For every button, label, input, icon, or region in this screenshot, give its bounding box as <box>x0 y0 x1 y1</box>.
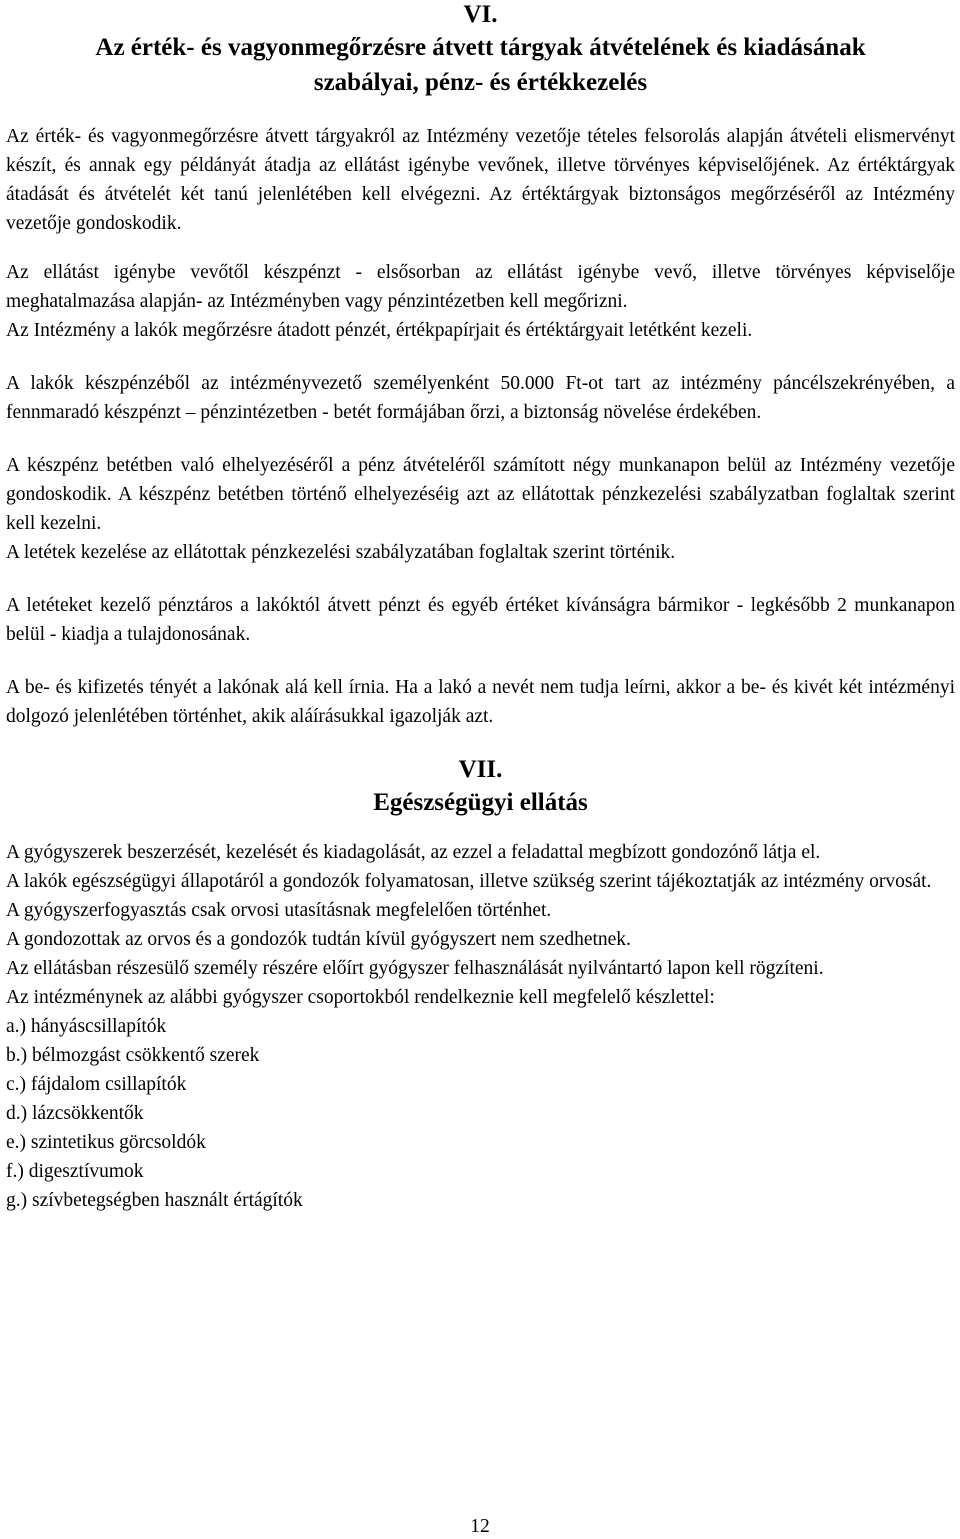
paragraph: A be- és kifizetés tényét a lakónak alá kell írnia. Ha a lakó a nevét nem tudja leírni, akkor a be- és kivét két intézményi dolgozó jelenlétében történhet, akik aláírásukkal igazolják azt. <box>6 677 955 727</box>
paragraph: Az ellátást igénybe vevőtől készpénzt - elsősorban az ellátást igénybe vevő, illetve törvényes képviselője meghatalmazása alapján- az Intézményben vagy pénzintézetben kell megőrizni. <box>6 262 955 312</box>
section-number: VI. <box>463 1 498 28</box>
paragraph: A lakók egészségügyi állapotáról a gondozók folyamatosan, illetve szükség szerint tájékoztatják az intézmény orvosát. <box>6 871 932 892</box>
section-title: Egészségügyi ellátás <box>373 789 588 816</box>
paragraph: Az Intézmény a lakók megőrzésre átadott pénzét, értékpapírjait és értéktárgyait letétként kezeli. <box>6 320 753 341</box>
paragraph: A letéteket kezelő pénztáros a lakóktól átvett pénzt és egyéb értéket kívánságra bármikor - legkésőbb 2 munkanapon belül - kiadja a tulajdonosának. <box>6 595 955 645</box>
document-page <box>6 0 955 1215</box>
section-number: VII. <box>458 756 503 783</box>
list-item: g.) szívbetegségben használt értágítók <box>6 1190 303 1211</box>
list-item: f.) digesztívumok <box>6 1161 144 1182</box>
section-title-line-1: Az érték- és vagyonmegőrzésre átvett tárgyak átvételének és kiadásának <box>95 34 866 61</box>
section-title-line-2: szabályai, pénz- és értékkezelés <box>313 69 648 96</box>
section-vi <box>6 0 955 731</box>
paragraph: A letétek kezelése az ellátottak pénzkezelési szabályzatában foglaltak szerint történik. <box>6 542 676 563</box>
section-vii <box>6 755 955 1215</box>
paragraph: A készpénz betétben való elhelyezéséről a pénz átvételéről számított négy munkanapon belül az Intézmény vezetője gondoskodik. A készpénz betétben történő elhelyezéséig azt az ellátottak pénzkezelési szabályzatban foglaltak szerint kell kezelni. <box>6 455 955 534</box>
medicine-group-list <box>6 1012 955 1215</box>
list-item: d.) lázcsökkentők <box>6 1103 144 1124</box>
list-item: a.) hányáscsillapítók <box>6 1016 167 1037</box>
page-number: 12 <box>470 1516 490 1537</box>
paragraph: Az ellátásban részesülő személy részére előírt gyógyszer felhasználását nyilvántartó lapon kell rögzíteni. <box>6 958 824 979</box>
list-item: b.) bélmozgást csökkentő szerek <box>6 1045 260 1066</box>
paragraph: Az intézménynek az alábbi gyógyszer csoportokból rendelkeznie kell megfelelő készlettel: <box>6 987 715 1008</box>
paragraph: A lakók készpénzéből az intézményvezető személyenként 50.000 Ft-ot tart az intézmény páncélszekrényében, a fennmaradó készpénzt – pénzintézetben - betét formájában őrzi, a biztonság növelése érdekében. <box>6 373 955 423</box>
list-item: c.) fájdalom csillapítók <box>6 1074 187 1095</box>
paragraph: A gyógyszerfogyasztás csak orvosi utasításnak megfelelően történhet. <box>6 900 552 921</box>
paragraph: Az érték- és vagyonmegőrzésre átvett tárgyakról az Intézmény vezetője tételes felsorolás alapján átvételi elismervényt készít, és annak egy példányát átadja az ellátást igénybe vevőnek, illetve törvényes képviselőjének. Az értéktárgyak átadását és átvételét két tanú jelenlétében kell elvégezni. Az értéktárgyak biztonságos megőrzéséről az Intézmény vezetője gondoskodik. <box>6 126 955 234</box>
list-item: e.) szintetikus görcsoldók <box>6 1132 206 1153</box>
paragraph: A gyógyszerek beszerzését, kezelését és kiadagolását, az ezzel a feladattal megbízott gondozónő látja el. <box>6 842 821 863</box>
paragraph: A gondozottak az orvos és a gondozók tudtán kívül gyógyszert nem szedhetnek. <box>6 929 631 950</box>
